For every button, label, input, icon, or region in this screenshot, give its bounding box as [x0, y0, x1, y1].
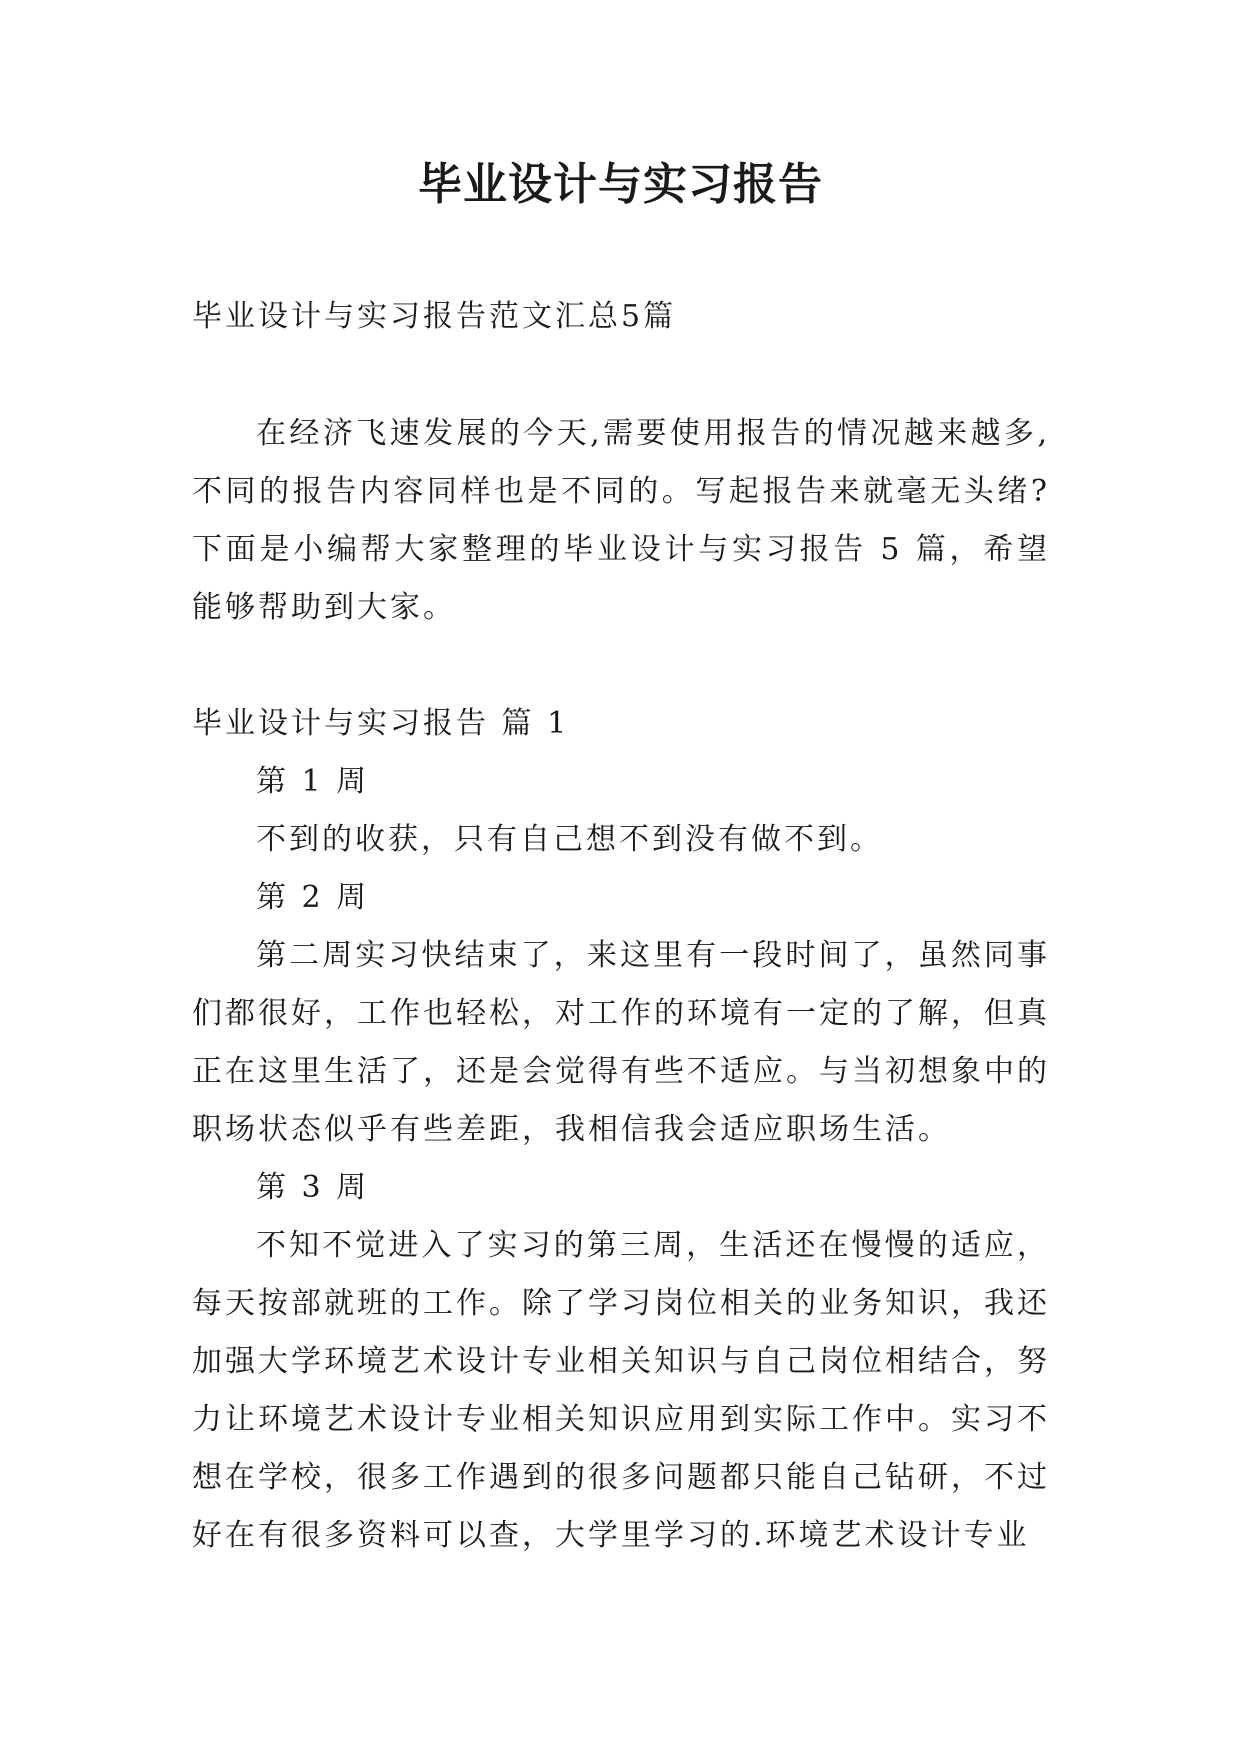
intro-paragraph: 在经济飞速发展的今天,需要使用报告的情况越来越多,不同的报告内容同样也是不同的。写起报告来就毫无头绪?下面是小编帮大家整理的毕业设计与实习报告 5 篇，希望能够帮助到大家。 — [192, 416, 1050, 625]
document-subtitle: 毕业设计与实习报告范文汇总5篇 — [192, 299, 677, 334]
week-3-heading: 第 3 周 — [256, 1170, 370, 1205]
week-1-text: 不到的收获，只有自己想不到没有做不到。 — [256, 822, 883, 857]
document-title: 毕业设计与实习报告 — [418, 159, 823, 210]
week-2-heading: 第 2 周 — [256, 880, 370, 915]
intro-section — [192, 405, 1050, 637]
article-section-1 — [192, 695, 1050, 1565]
section-title: 毕业设计与实习报告 篇 1 — [192, 706, 570, 741]
week-2-text: 第二周实习快结束了，来这里有一段时间了，虽然同事们都很好，工作也轻松，对工作的环境有一定的了解，但真正在这里生活了，还是会觉得有些不适应。与当初想象中的职场状态似乎有些差距，我相信我会适应职场生活。 — [192, 938, 1050, 1147]
week-3-text: 不知不觉进入了实习的第三周，生活还在慢慢的适应，每天按部就班的工作。除了学习岗位相关的业务知识，我还加强大学环境艺术设计专业相关知识与自己岗位相结合，努力让环境艺术设计专业相关知识应用到实际工作中。实习不想在学校，很多工作遇到的很多问题都只能自己钻研，不过好在有很多资料可以查，大学里学习的.环境艺术设计专业 — [192, 1228, 1050, 1553]
week-1-heading: 第 1 周 — [256, 764, 370, 799]
